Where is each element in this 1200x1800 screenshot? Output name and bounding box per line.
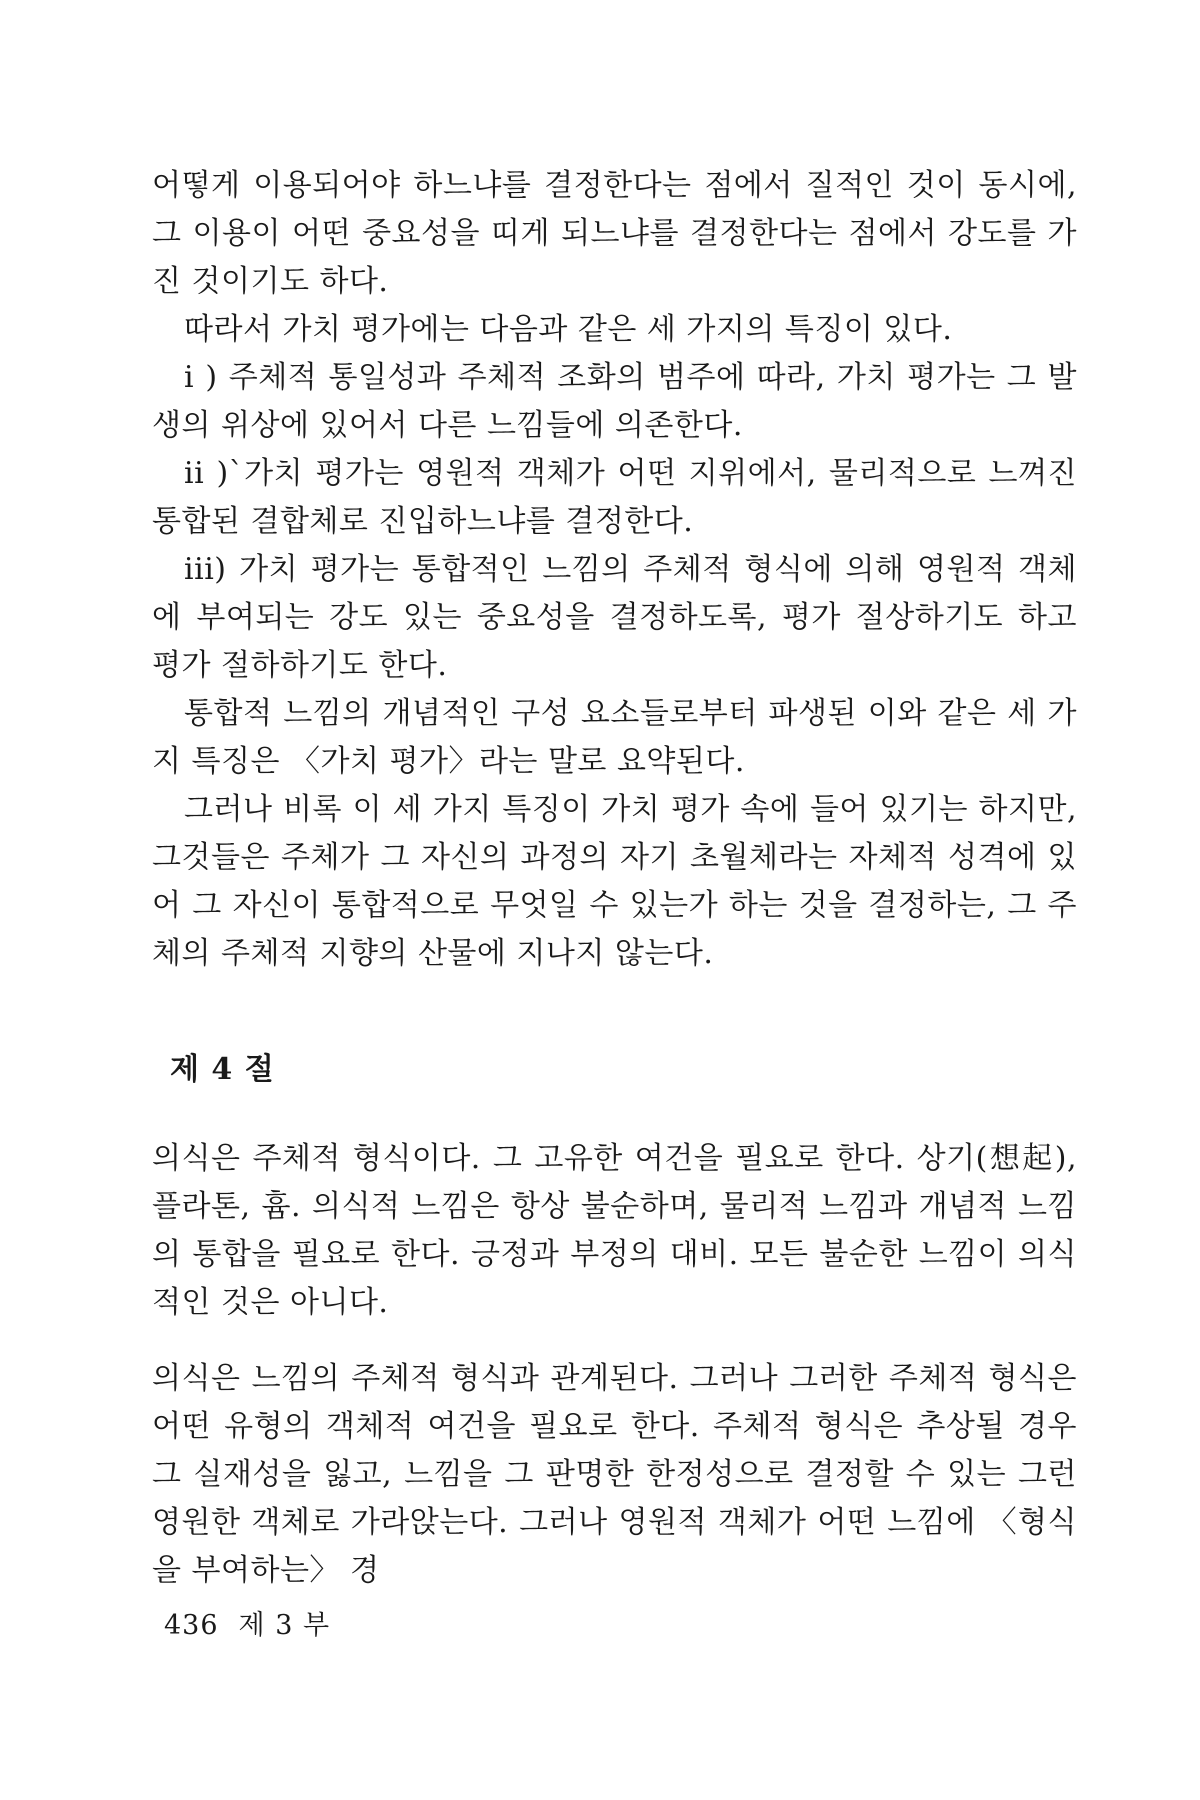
section-summary-block [152, 1135, 1077, 1327]
paragraph-feature-3: iii) 가치 평가는 통합적인 느낌의 주체적 형식에 의해 영원적 객체에 부여되는 강도 있는 중요성을 결정하도록, 평가 절상하기도 하고 평가 절하하기도 한다. [152, 552, 1078, 683]
page-number: 436 [164, 1610, 219, 1641]
paragraph-summary: 통합적 느낌의 개념적인 구성 요소들로부터 파생된 이와 같은 세 가지 특징은 〈가치 평가〉라는 말로 요약된다. [152, 696, 1077, 779]
paragraph-section-body: 의식은 느낌의 주체적 형식과 관계된다. 그러나 그러한 주체적 형식은 어떤 유형의 객체적 여건을 필요로 한다. 주체적 형식은 추상될 경우 그 실재성을 잃고, 느낌을 그 판명한 한정성으로 결정할 수 있는 그런 영원한 객체로 가라앉는다. 그러나 영원적 객체가 어떤 느낌에 〈형식을 부여하는〉 경 [152, 1361, 1077, 1588]
paragraph-section-summary: 의식은 주체적 형식이다. 그 고유한 여건을 필요로 한다. 상기(想起), 플라톤, 흄. 의식적 느낌은 항상 불순하며, 물리적 느낌과 개념적 느낌의 통합을 필요로 한다. 긍정과 부정의 대비. 모든 불순한 느낌이 의식적인 것은 아니다. [152, 1141, 1077, 1320]
part-label: 제 3 부 [238, 1610, 331, 1641]
page-footer [164, 1608, 330, 1644]
paragraph-valuation-intro: 따라서 가치 평가에는 다음과 같은 세 가지의 특징이 있다. [184, 312, 953, 347]
paragraph-continuation: 어떻게 이용되어야 하느냐를 결정한다는 점에서 질적인 것이 동시에, 그 이용이 어떤 중요성을 띠게 되느냐를 결정한다는 점에서 강도를 가진 것이기도 하다. [152, 168, 1077, 299]
paragraph-conclusion: 그러나 비록 이 세 가지 특징이 가치 평가 속에 들어 있기는 하지만, 그것들은 주체가 그 자신의 과정의 자기 초월체라는 자체적 성격에 있어 그 자신이 통합적으로 무엇일 수 있는가 하는 것을 결정하는, 그 주체의 주체적 지향의 산물에 지나지 않는다. [152, 792, 1077, 971]
section-heading: 제 4 절 [170, 1052, 275, 1087]
paragraph-feature-1: i ) 주체적 통일성과 주체적 조화의 범주에 따라, 가치 평가는 그 발생의 위상에 있어서 다른 느낌들에 의존한다. [152, 360, 1077, 443]
section-body-block [152, 1355, 1077, 1595]
top-text-block [152, 162, 1077, 978]
paragraph-feature-2: ii )`가치 평가는 영원적 객체가 어떤 지위에서, 물리적으로 느껴진 통합된 결합체로 진입하느냐를 결정한다. [152, 456, 1077, 539]
